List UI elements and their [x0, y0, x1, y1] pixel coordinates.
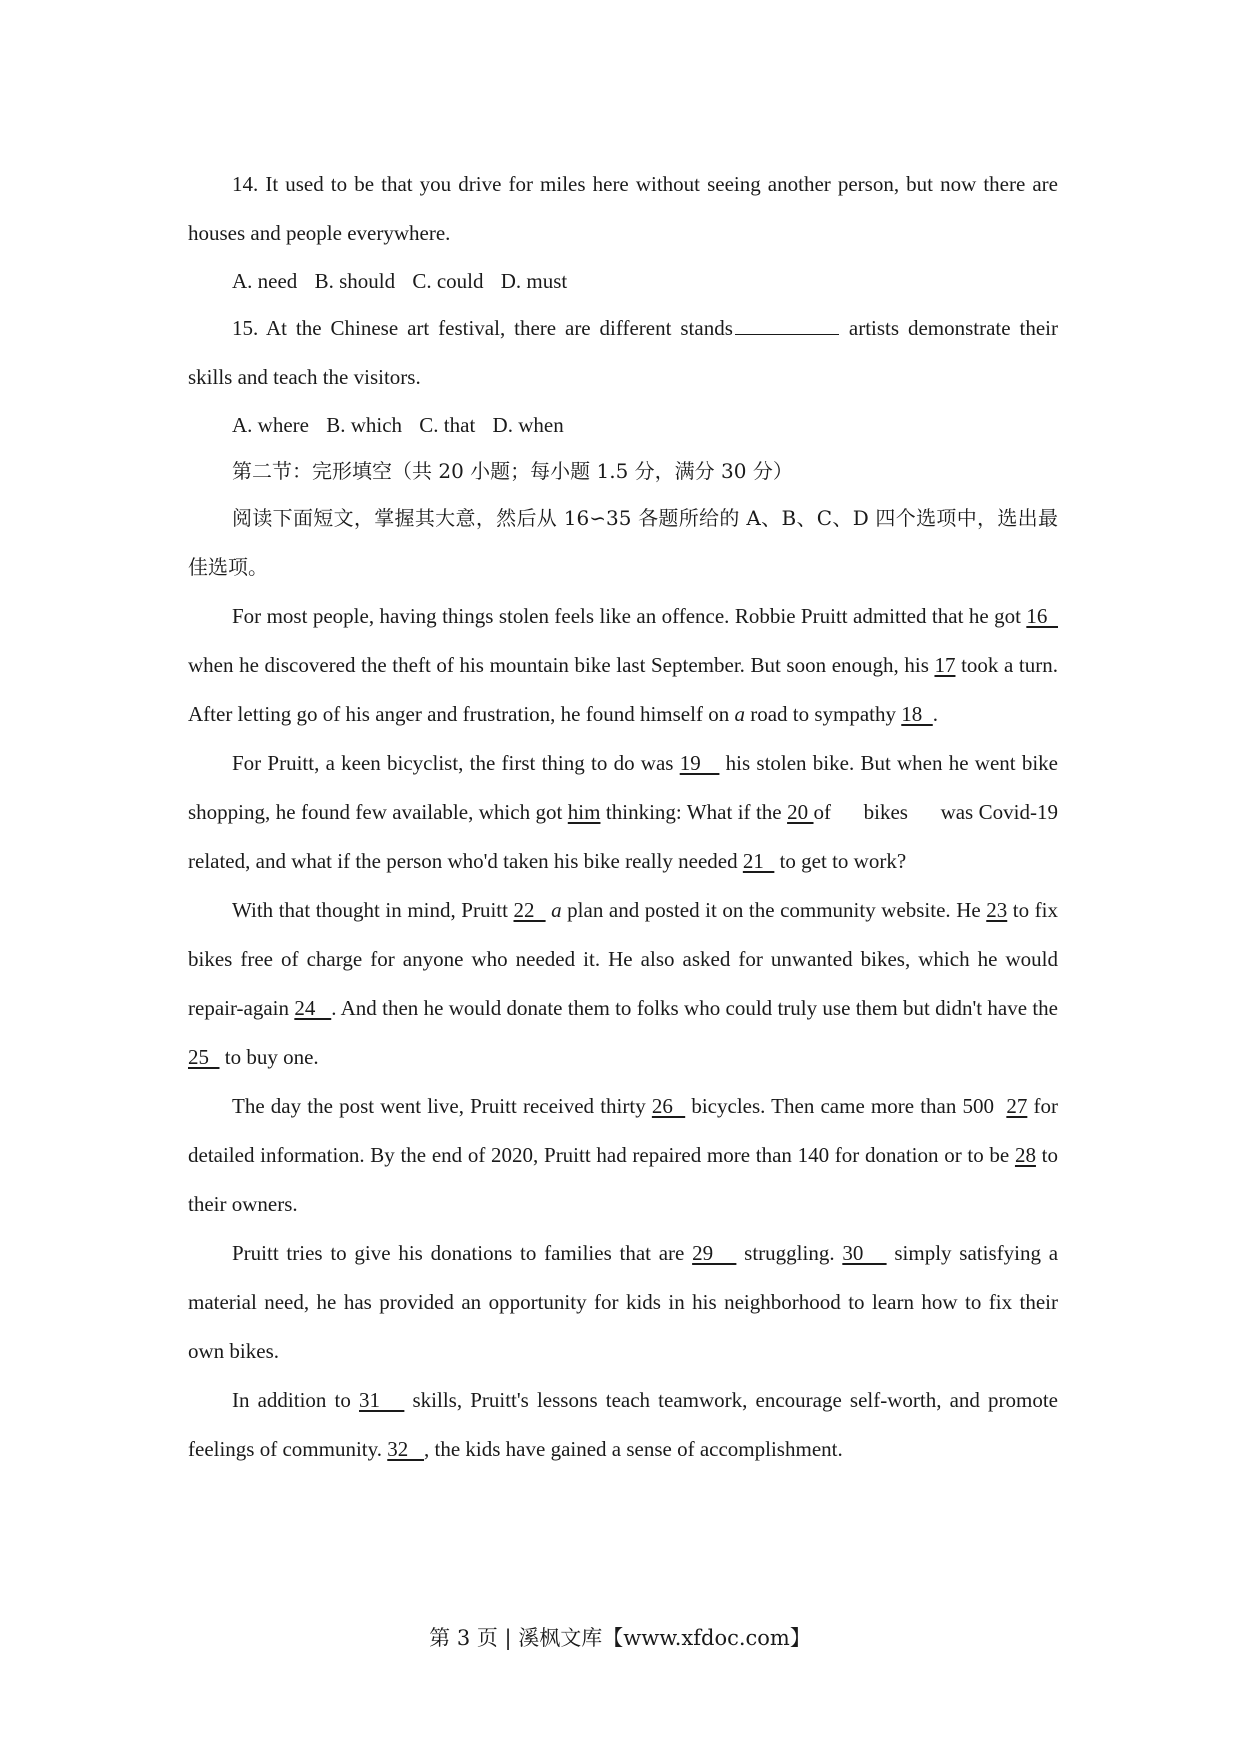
passage-paragraph-3 [188, 886, 1058, 1082]
question-15-text-before: 15. At the Chinese art festival, there are different stands [232, 316, 733, 340]
blank-22: 22 [513, 898, 546, 922]
p2-text-3: thinking: What if the [600, 800, 788, 824]
p4-text-2: bicycles. Then came more than 500 [685, 1094, 1007, 1118]
p3-text-5: to buy one. [219, 1045, 319, 1069]
p4-text-4: to their owners. [188, 1143, 1058, 1216]
question-15-text-after: artists demonstrate their skills and teach the visitors. [188, 316, 1058, 389]
p6-text-2: skills, Pruitt's lessons teach teamwork, encourage self-worth, and promote feelings of community. [188, 1388, 1058, 1461]
page-footer: 第 3 页 | 溪枫文库【www.xfdoc.com】 [429, 1626, 811, 1650]
question-15-options [188, 402, 1058, 448]
q14-option-d: D. must [500, 269, 568, 293]
p1-text-4: road to sympathy [744, 702, 902, 726]
p1-text-2: when he discovered the theft of his mountain bike last September. But soon enough, his [188, 653, 935, 677]
blank-24: 24 [294, 996, 332, 1020]
p1-text-5: . [932, 702, 939, 726]
p3-italic-a: a [551, 898, 562, 922]
blank-20: 20 [787, 800, 814, 824]
p6-text-3: , the kids have gained a sense of accomplishment. [424, 1437, 843, 1461]
p1-italic-a: a [734, 702, 745, 726]
p4-text-1: The day the post went live, Pruitt received thirty [232, 1094, 652, 1118]
passage-paragraph-1 [188, 592, 1058, 739]
passage-paragraph-4 [188, 1082, 1058, 1229]
section-instruction: 阅读下面短文，掌握其大意，然后从 16∽35 各题所给的 A、B、C、D 四个选项中，选出最佳选项。 [188, 506, 1058, 579]
blank-31: 31 [359, 1388, 405, 1412]
passage-paragraph-6 [188, 1376, 1058, 1474]
q15-option-d: D. when [492, 413, 564, 437]
q14-option-c: C. could [412, 269, 484, 293]
blank-29: 29 [692, 1241, 737, 1265]
question-14-options [188, 258, 1058, 304]
blank-21: 21 [742, 849, 775, 873]
blank-28: 28 [1014, 1143, 1036, 1167]
question-15-blank [735, 316, 839, 335]
p1-text-3: took a turn. After letting go of his anger and frustration, he found himself on [188, 653, 1058, 726]
p3-text-4: . And then he would donate them to folks who could truly use them but didn't have the [331, 996, 1059, 1020]
q14-option-b: B. should [314, 269, 396, 293]
blank-32: 32 [387, 1437, 425, 1461]
passage-paragraph-2 [188, 739, 1064, 886]
p3-text-3: to fix bikes free of charge for anyone who needed it. He also asked for unwanted bikes, which he would repair-again [188, 898, 1058, 1020]
blank-25: 25 [188, 1045, 220, 1069]
p6-text-1: In addition to [232, 1388, 360, 1412]
blank-23: 23 [986, 898, 1008, 922]
p2-text-1: For Pruitt, a keen bicyclist, the first thing to do was [232, 751, 680, 775]
p2-text-4: of bikes was Covid-19 related, and what if the person who'd taken his bike really needed [188, 800, 1064, 873]
p4-text-3: for detailed information. By the end of 2020, Pruitt had repaired more than 140 for donation or to be [188, 1094, 1058, 1167]
blank-17: 17 [934, 653, 956, 677]
blank-26: 26 [651, 1094, 686, 1118]
page-content [188, 160, 1064, 1474]
q15-option-b: B. which [326, 413, 403, 437]
p1-text-1: For most people, having things stolen feels like an offence. Robbie Pruitt admitted that he got [232, 604, 1021, 628]
p5-text-1: Pruitt tries to give his donations to families that are [232, 1241, 693, 1265]
blank-18: 18 [901, 702, 933, 726]
blank-16: 16 [1026, 604, 1058, 628]
question-14-text: 14. It used to be that you drive for miles here without seeing another person, but now there are houses and people everywhere. [188, 172, 1058, 245]
passage-paragraph-5 [188, 1229, 1058, 1376]
p2-text-2: his stolen bike. But when he went bike shopping, he found few available, which got [188, 751, 1059, 824]
underlined-him: him [567, 800, 601, 824]
p3-text-2: plan and posted it on the community website. He [561, 898, 987, 922]
q15-option-a: A. where [232, 413, 309, 437]
blank-27: 27 [1006, 1094, 1028, 1118]
p5-text-2: struggling. [736, 1241, 843, 1265]
q15-option-c: C. that [419, 413, 476, 437]
blank-19: 19 [679, 751, 720, 775]
blank-30: 30 [842, 1241, 887, 1265]
section-heading: 第二节：完形填空（共 20 小题；每小题 1.5 分，满分 30 分） [232, 459, 793, 483]
question-15-stem [188, 304, 1058, 402]
p5-text-3: simply satisfying a material need, he has provided an opportunity for kids in his neighborhood to learn how to fix their own bikes. [188, 1241, 1059, 1363]
p3-text-1: With that thought in mind, Pruitt [232, 898, 514, 922]
p2-text-5: to get to work? [774, 849, 907, 873]
question-14-stem [188, 160, 1058, 258]
q14-option-a: A. need [232, 269, 298, 293]
